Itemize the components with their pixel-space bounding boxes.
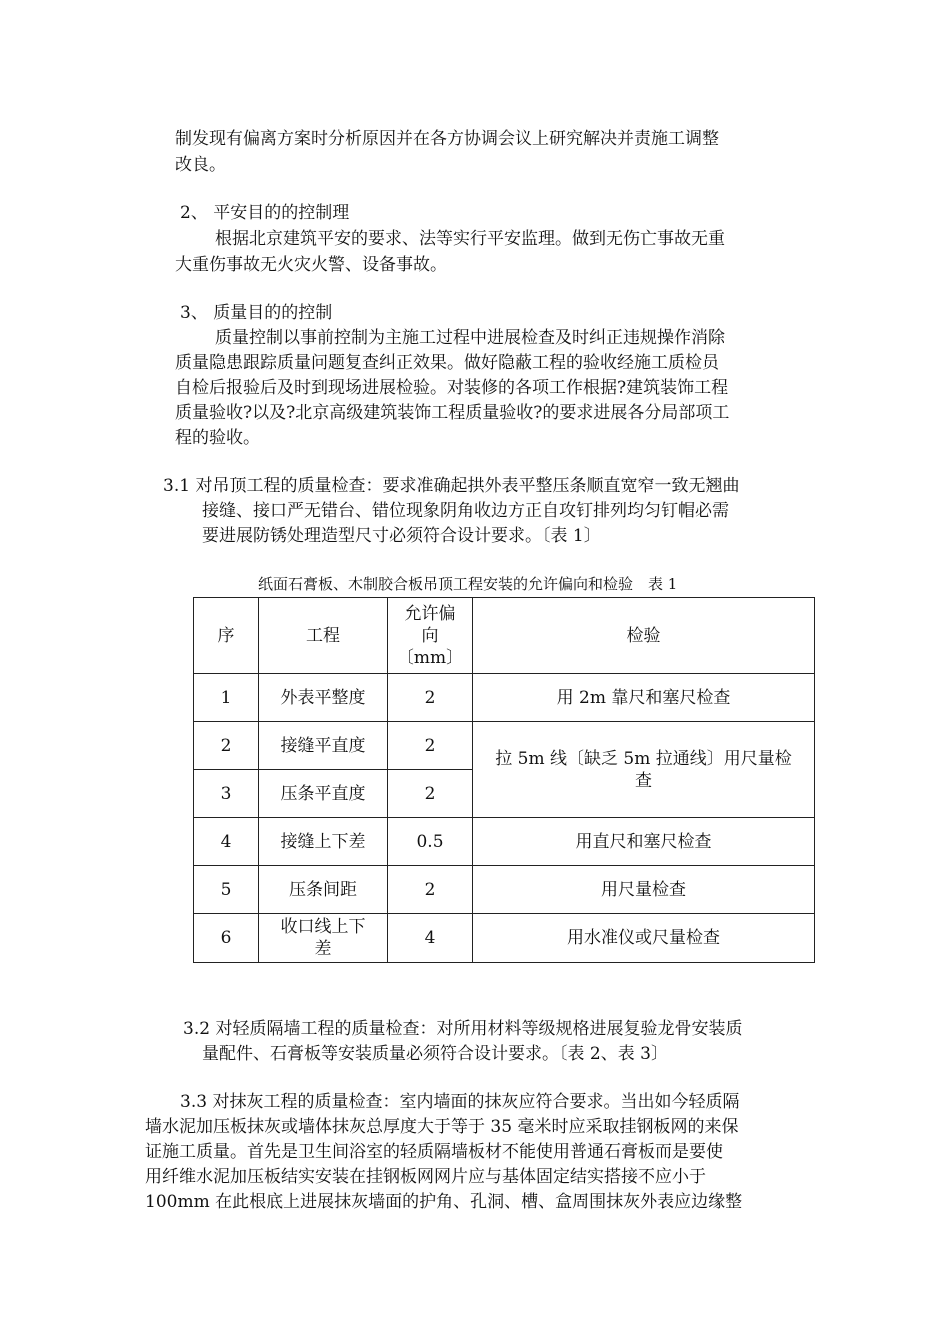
sec3-line4: 质量验收?以及?北京高级建筑装饰工程质量验收?的要求进展各分局部项工 bbox=[175, 403, 730, 423]
row2-no: 2 bbox=[194, 722, 259, 770]
sec3-line2: 质量隐患跟踪质量问题复查纠正效果。做好隐蔽工程的验收经施工质检员 bbox=[175, 353, 719, 373]
table1 bbox=[193, 597, 815, 963]
row1-dev: 2 bbox=[388, 674, 473, 722]
s33-line2: 墙水泥加压板抹灰或墙体抹灰总厚度大于等于 35 毫米时应采取挂钢板网的来保 bbox=[145, 1117, 739, 1137]
row2-dev: 2 bbox=[388, 722, 473, 770]
row2-3-check bbox=[473, 722, 815, 818]
table1-caption: 纸面石膏板、木制胶合板吊顶工程安装的允许偏向和检验 表 1 bbox=[258, 575, 678, 593]
s31-line3: 要进展防锈处理造型尺寸必须符合设计要求。〔表 1〕 bbox=[202, 526, 601, 546]
sec2-line2: 大重伤事故无火灾火警、设备事故。 bbox=[175, 255, 447, 275]
header-deviation-l3: 〔mm〕 bbox=[396, 647, 464, 668]
table-row bbox=[194, 866, 815, 914]
table-header-row bbox=[194, 598, 815, 674]
row5-no: 5 bbox=[194, 866, 259, 914]
row1-item: 外表平整度 bbox=[259, 674, 388, 722]
s32-line2: 量配件、石膏板等安装质量必须符合设计要求。〔表 2、表 3〕 bbox=[202, 1044, 668, 1064]
sec2-line1: 根据北京建筑平安的要求、法等实行平安监理。做到无伤亡事故无重 bbox=[215, 229, 725, 249]
row2-item: 接缝平直度 bbox=[259, 722, 388, 770]
s33-line3: 证施工质量。首先是卫生间浴室的轻质隔墙板材不能使用普通石膏板而是要使 bbox=[145, 1142, 723, 1162]
sec3-line1: 质量控制以事前控制为主施工过程中进展检查及时纠正违规操作消除 bbox=[215, 328, 725, 348]
para1-line2: 改良。 bbox=[175, 155, 226, 175]
header-deviation bbox=[388, 598, 473, 674]
sec3-line3: 自检后报验后及时到现场进展检验。对装修的各项工作根据?建筑装饰工程 bbox=[175, 378, 729, 398]
row2-check-l1: 拉 5m 线〔缺乏 5m 拉通线〕用尺量检 bbox=[495, 748, 792, 769]
table-row bbox=[194, 818, 815, 866]
sec3-line5: 程的验收。 bbox=[175, 428, 260, 448]
s31-line2: 接缝、接口严无错台、错位现象阴角收边方正自攻钉排列均匀钉帽必需 bbox=[202, 501, 729, 521]
s33-line4: 用纤维水泥加压板结实安装在挂钢板网网片应与基体固定结实搭接不应小于 bbox=[145, 1167, 706, 1187]
para1-line1: 制发现有偏离方案时分析原因并在各方协调会议上研究解决并责施工调整 bbox=[175, 129, 719, 149]
s31-line1: 3.1 对吊顶工程的质量检查：要求准确起拱外表平整压条顺直宽窄一致无翘曲 bbox=[163, 476, 740, 496]
row1-check: 用 2m 靠尺和塞尺检查 bbox=[473, 674, 815, 722]
row6-item-l1: 收口线上下 bbox=[280, 917, 366, 937]
table-row bbox=[194, 914, 815, 963]
row3-no: 3 bbox=[194, 770, 259, 818]
row3-item: 压条平直度 bbox=[259, 770, 388, 818]
row6-item-l2: 差 bbox=[314, 939, 332, 959]
row6-item bbox=[259, 914, 388, 963]
row6-no: 6 bbox=[194, 914, 259, 963]
row5-item: 压条间距 bbox=[259, 866, 388, 914]
row4-no: 4 bbox=[194, 818, 259, 866]
row3-dev: 2 bbox=[388, 770, 473, 818]
table-row bbox=[194, 674, 815, 722]
s33-line5: 100mm 在此根底上进展抹灰墙面的护角、孔洞、槽、盒周围抹灰外表应边缘整 bbox=[145, 1192, 743, 1212]
sec2-heading: 2、 平安目的的控制理 bbox=[180, 203, 350, 223]
row5-dev: 2 bbox=[388, 866, 473, 914]
row4-item: 接缝上下差 bbox=[259, 818, 388, 866]
row2-check-l2: 查 bbox=[635, 770, 652, 791]
sec3-heading: 3、 质量目的的控制 bbox=[180, 303, 333, 323]
header-item: 工程 bbox=[259, 598, 388, 674]
row1-no: 1 bbox=[194, 674, 259, 722]
header-deviation-l2: 向 bbox=[421, 625, 439, 646]
row6-dev: 4 bbox=[388, 914, 473, 963]
header-check: 检验 bbox=[473, 598, 815, 674]
s33-line1: 3.3 对抹灰工程的质量检查：室内墙面的抹灰应符合要求。当出如今轻质隔 bbox=[180, 1092, 740, 1112]
row5-check: 用尺量检查 bbox=[473, 866, 815, 914]
row4-dev: 0.5 bbox=[388, 818, 473, 866]
s32-line1: 3.2 对轻质隔墙工程的质量检查：对所用材料等级规格进展复验龙骨安装质 bbox=[183, 1019, 743, 1039]
row6-check: 用水准仪或尺量检查 bbox=[473, 914, 815, 963]
header-deviation-l1: 允许偏 bbox=[404, 603, 456, 624]
row4-check: 用直尺和塞尺检查 bbox=[473, 818, 815, 866]
table-row bbox=[194, 722, 815, 770]
header-no: 序 bbox=[194, 598, 259, 674]
